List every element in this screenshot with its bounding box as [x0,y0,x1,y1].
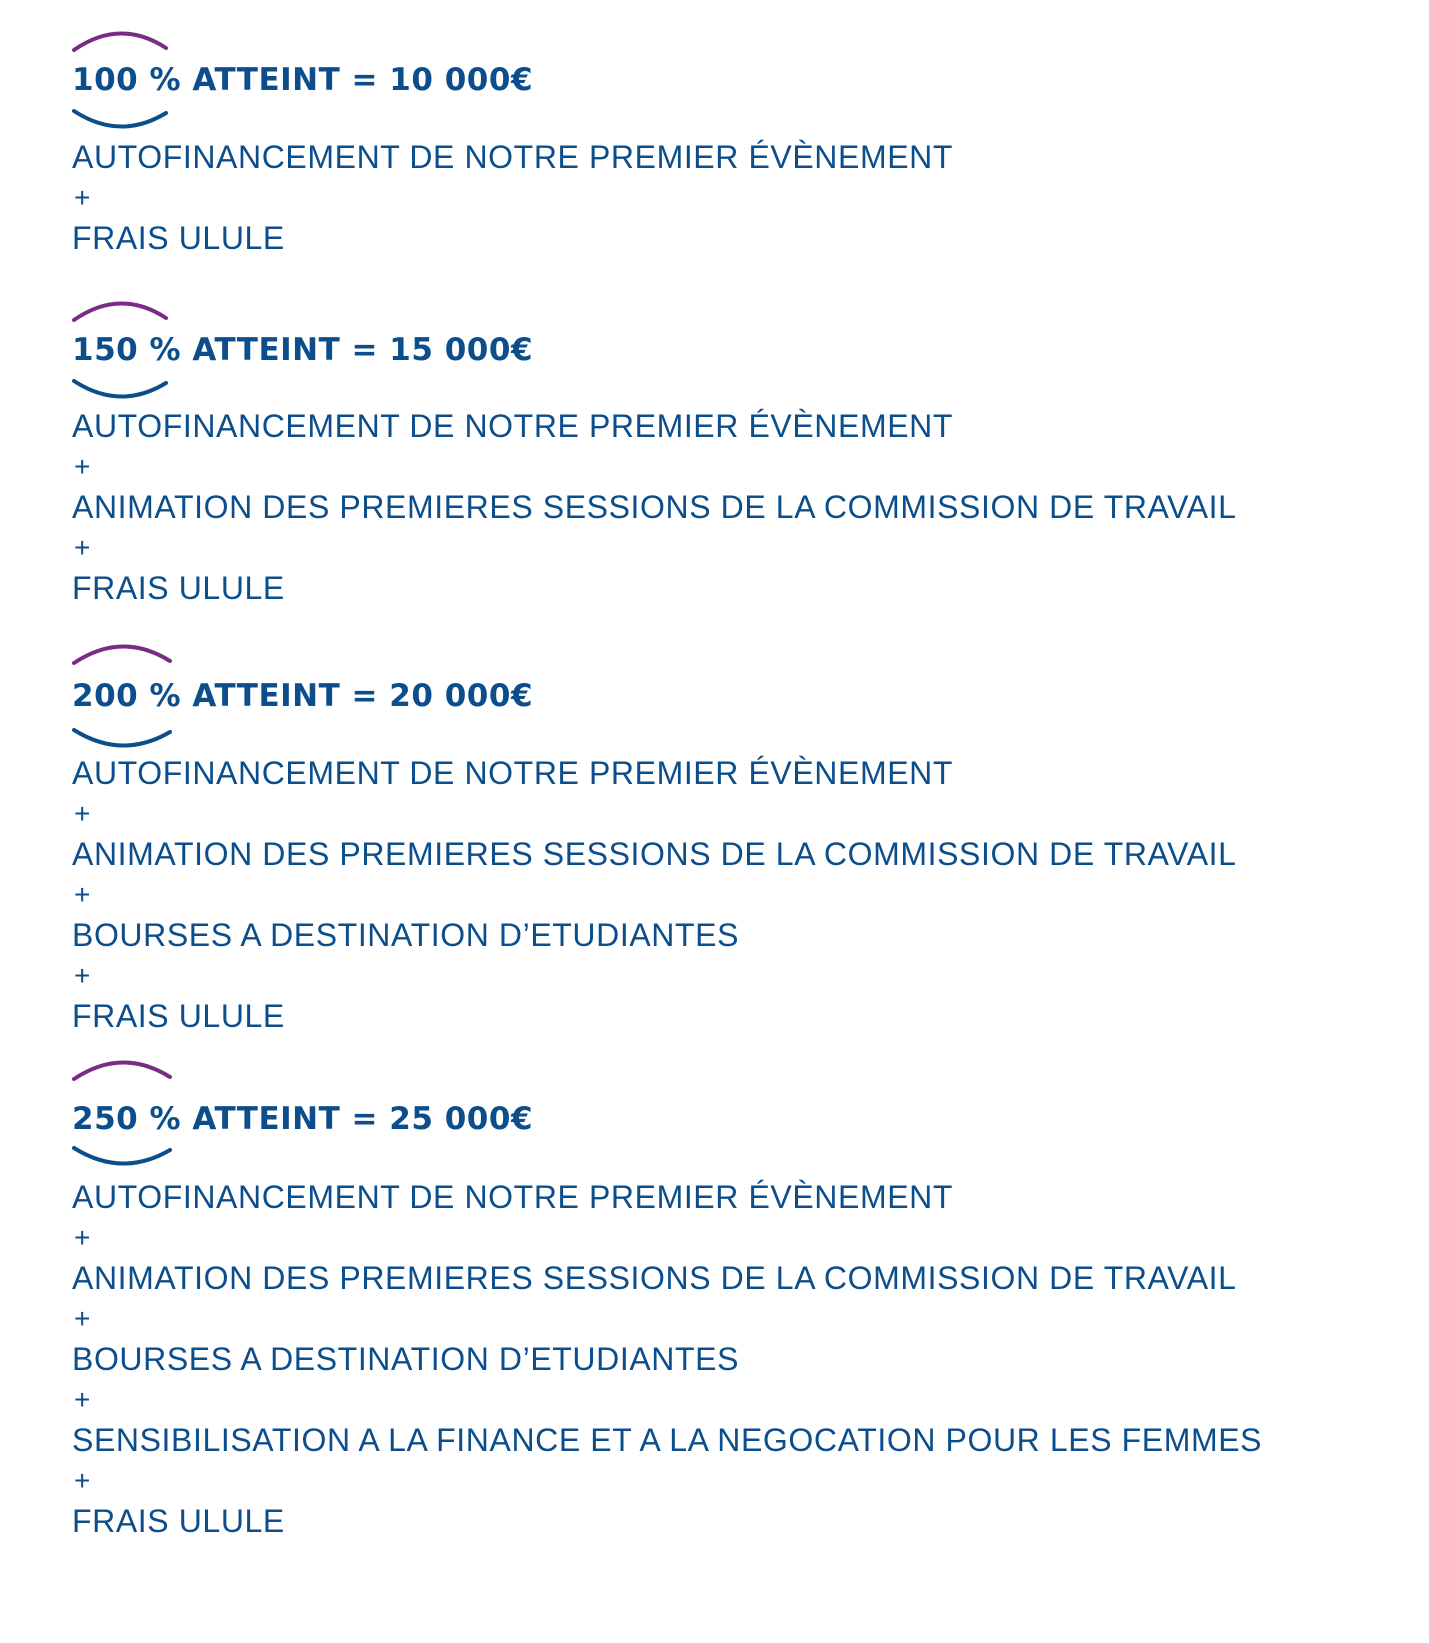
benefit-line: BOURSES A DESTINATION D’ETUDIANTES [72,917,740,953]
benefit-line: ANIMATION DES PREMIERES SESSIONS DE LA COMMISSION DE TRAVAIL [72,836,1237,872]
benefit-line: ANIMATION DES PREMIERES SESSIONS DE LA COMMISSION DE TRAVAIL [72,1260,1237,1296]
benefit-line: AUTOFINANCEMENT DE NOTRE PREMIER ÉVÈNEMENT [72,755,953,791]
tier-heading: 150 % ATTEINT = 15 000€ [72,332,534,368]
plus-separator: + [74,1464,91,1496]
top-arc-decoration [72,637,176,667]
plus-separator: + [74,797,91,829]
plus-separator: + [74,878,91,910]
tier-benefits-list [72,137,953,259]
benefit-line: SENSIBILISATION A LA FINANCE ET A LA NEGOCATION POUR LES FEMMES [72,1422,1263,1458]
benefit-line: FRAIS ULULE [72,1503,285,1539]
benefit-line: AUTOFINANCEMENT DE NOTRE PREMIER ÉVÈNEMENT [72,1179,953,1215]
plus-separator: + [74,1221,91,1253]
tier-benefits-list [72,1177,1262,1542]
plus-separator: + [74,181,91,213]
plus-separator: + [74,1383,91,1415]
bottom-arc-decoration [72,1144,176,1174]
bottom-arc-decoration [72,107,172,137]
top-arc-decoration [72,24,172,54]
tier-heading: 200 % ATTEINT = 20 000€ [72,678,534,714]
plus-separator: + [74,531,91,563]
bottom-arc-decoration [72,726,176,756]
benefit-line: FRAIS ULULE [72,998,285,1034]
top-arc-decoration [72,1053,176,1083]
tier-heading: 250 % ATTEINT = 25 000€ [72,1101,534,1137]
tier-heading: 100 % ATTEINT = 10 000€ [72,62,534,98]
plus-separator: + [74,450,91,482]
benefit-line: FRAIS ULULE [72,570,285,606]
plus-separator: + [74,1302,91,1334]
benefit-line: AUTOFINANCEMENT DE NOTRE PREMIER ÉVÈNEMENT [72,139,953,175]
benefit-line: ANIMATION DES PREMIERES SESSIONS DE LA COMMISSION DE TRAVAIL [72,489,1237,525]
tier-benefits-list [72,753,1237,1037]
top-arc-decoration [72,294,172,324]
plus-separator: + [74,959,91,991]
bottom-arc-decoration [72,377,172,407]
benefit-line: BOURSES A DESTINATION D’ETUDIANTES [72,1341,740,1377]
tier-benefits-list [72,406,1237,609]
benefit-line: FRAIS ULULE [72,220,285,256]
benefit-line: AUTOFINANCEMENT DE NOTRE PREMIER ÉVÈNEMENT [72,408,953,444]
